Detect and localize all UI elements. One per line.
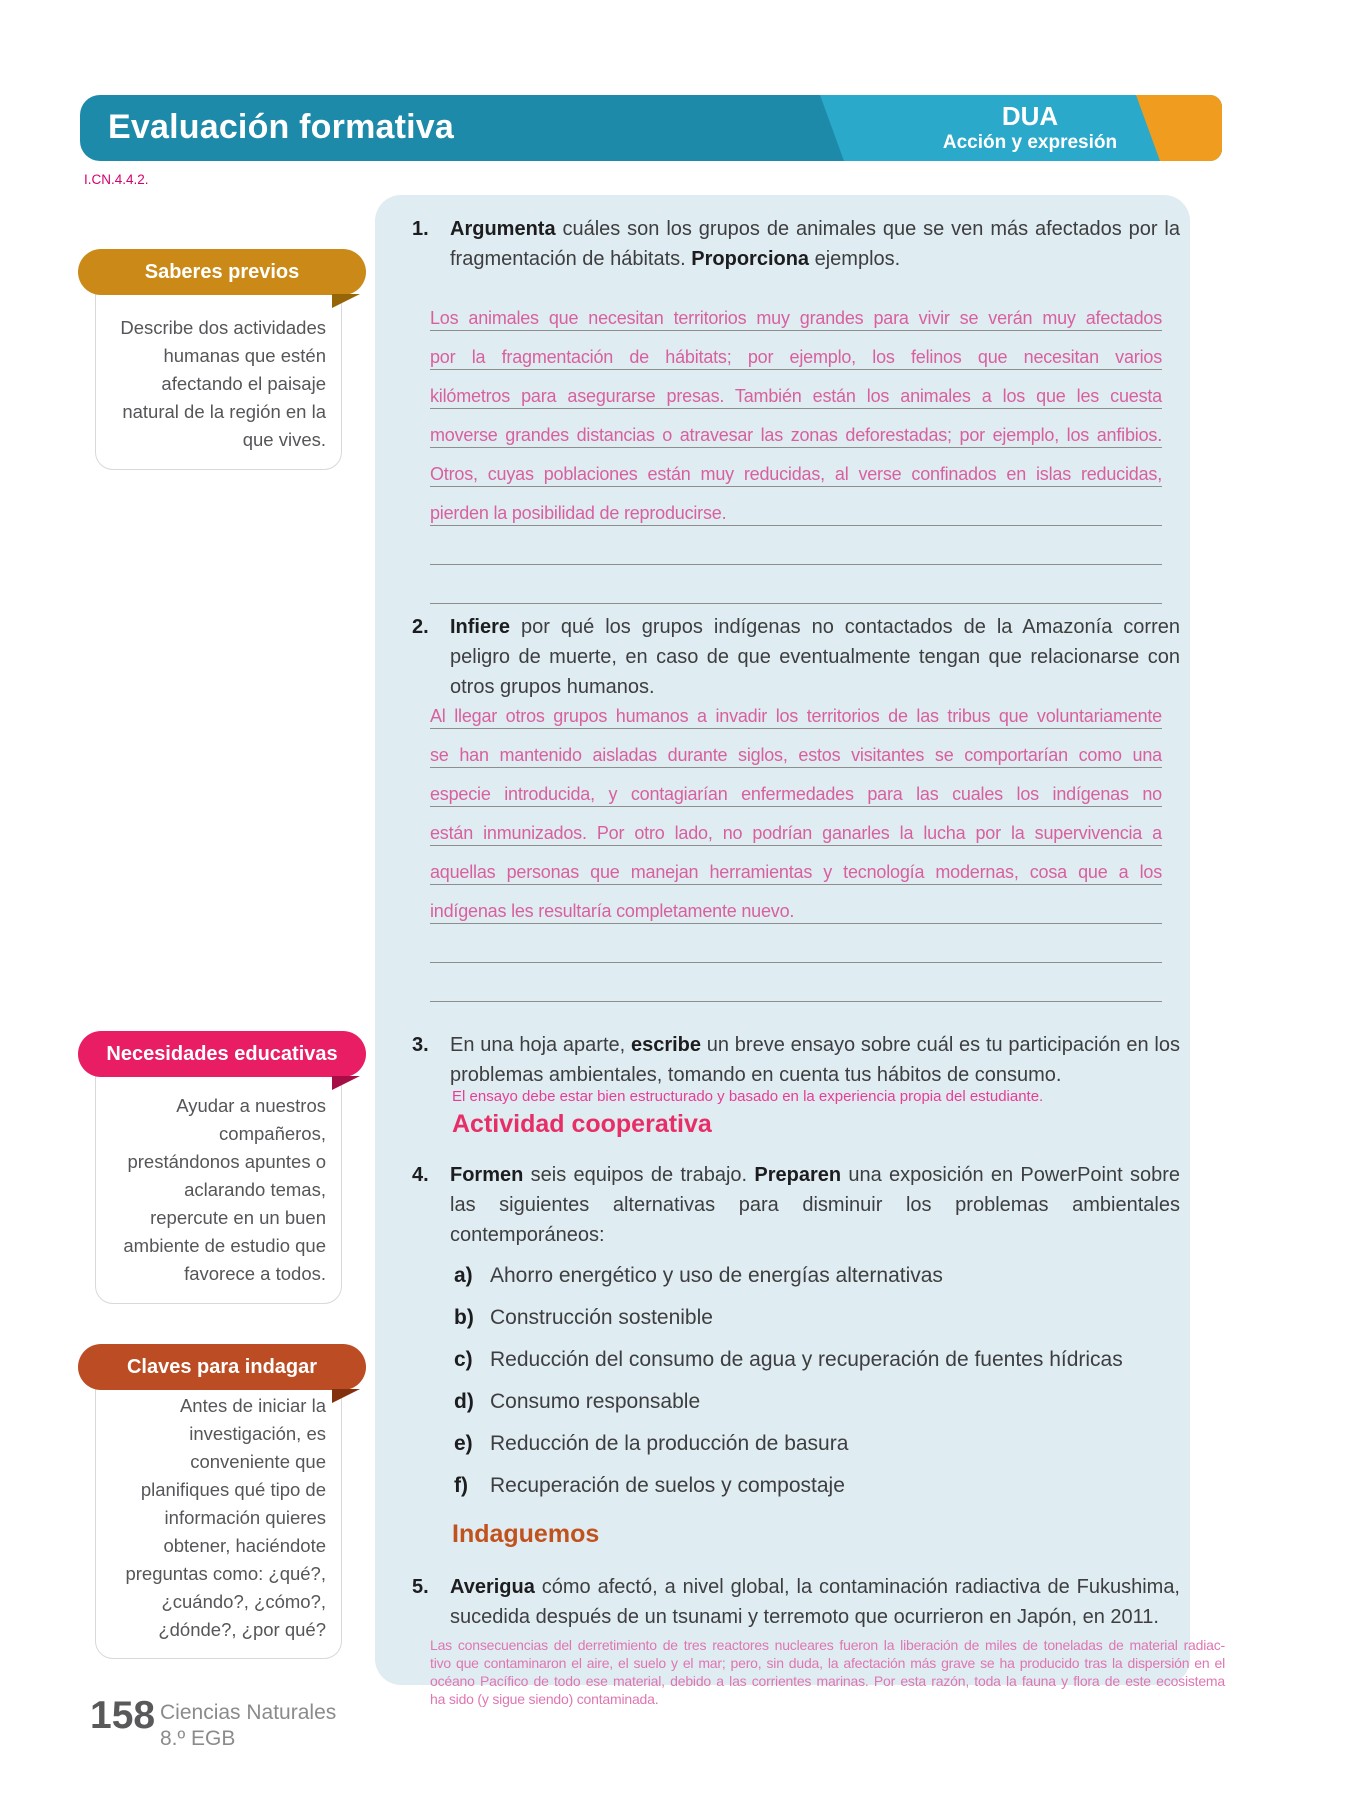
page-number: 158 <box>90 1694 156 1737</box>
question-5-text: Averigua cómo afectó, a nivel global, la contaminación radiactiva de Fukushima, sucedida después de un tsunami y terremoto que ocurrieron en Japón, en 2011. <box>450 1576 1180 1628</box>
alternatives-list: a) Ahorro energético y uso de energías alternativas b) Construcción sostenible c) Reducción del consumo de agua y recuperación de fuentes hídricas d) Consumo responsable e) Reducción de la producción de basura f) Recuperación de suelos y compostaje <box>454 1264 1123 1497</box>
dua-label: DUA <box>1001 101 1059 131</box>
answer-lines-q2: Al llegar otros grupos humanos a invadir los territorios de las tribus que voluntariamente se han mantenido aisladas durante siglos, estos visitantes se comportarían como una especie introducida, y contagiarían enfermedades para las cuales los indígenas no están inmunizados. Por otro lado, no podrían ganarles la lucha por la supervivencia a aquellas personas que manejan herramientas y tecnología modernas, cosa que a los indígenas les resultaría completamente nuevo. <box>430 690 1162 1002</box>
sidebar-text-claves: Antes de iniciar la investigación, es conveniente que planifiques qué tipo de información quieres obtener, haciéndote preguntas como: ¿qué?, ¿cuándo?, ¿cómo?, ¿dónde?, ¿por qué? <box>125 1395 326 1640</box>
section-heading-indaguemos: Indaguemos <box>452 1520 600 1548</box>
question-1-number: 1. <box>412 218 429 240</box>
question-5 <box>412 1572 1180 1632</box>
dua-badge <box>880 101 1180 155</box>
curriculum-code: I.CN.4.4.2. <box>84 172 149 187</box>
question-4-text: Formen seis equipos de trabajo. Preparen una exposición en PowerPoint sobre las siguientes alternativas para disminuir los problemas ambientales contemporáneos: <box>450 1164 1180 1246</box>
question-1 <box>412 214 1180 274</box>
question-4-number: 4. <box>412 1164 429 1186</box>
ribbon-saberes-previos: Saberes previos <box>78 249 366 295</box>
teacher-note-q5: Las consecuencias del derretimiento de tres reactores nucleares fueron la liberación de miles de toneladas de material radiac- tivo que contaminaron el aire, el suelo y el mar; pero, sin duda, la afectación más grave se ha producido tras la dispersión en el océano Pacífico de todo ese material, debido a las corrientes marinas. Por esta razón, toda la fauna y flora de este ecosistema ha sido (y sigue siendo) contaminada. <box>430 1637 1225 1707</box>
teacher-note-q3: El ensayo debe estar bien estructurado y basado en la experiencia propia del estudiante. <box>452 1088 1044 1105</box>
sidebar-text-necesidades: Ayudar a nuestros compañeros, prestándonos apuntes o aclarando temas, repercute en un buen ambiente de estudio que favorece a todos. <box>123 1095 326 1284</box>
footer-subject-name: Ciencias Naturales <box>160 1701 337 1724</box>
footer-subject <box>160 1700 336 1752</box>
ribbon-claves-para-indagar: Claves para indagar <box>78 1344 366 1390</box>
question-3-number: 3. <box>412 1034 429 1056</box>
question-1-text: Argumenta cuáles son los grupos de animales que se ven más afectados por la fragmentación de hábitats. Proporciona ejemplos. <box>450 218 1180 270</box>
question-5-number: 5. <box>412 1576 429 1598</box>
question-2-text: Infiere por qué los grupos indígenas no contactados de la Amazonía corren peligro de muerte, en caso de que eventualmente tengan que relacionarse con otros grupos humanos. <box>450 616 1180 698</box>
question-2-number: 2. <box>412 616 429 638</box>
answer-lines-q1: Los animales que necesitan territorios muy grandes para vivir se verán muy afectados por la fragmentación de hábitats; por ejemplo, los felinos que necesitan varios kilómetros para asegurarse presas. También están los animales a los que les cuesta moverse grandes distancias o atravesar las zonas deforestadas; por ejemplo, los anfibios. Otros, cuyas poblaciones están muy reducidas, al verse confinados en islas reducidas, pierden la posibilidad de reproducirse. <box>430 292 1162 604</box>
question-4 <box>412 1160 1180 1250</box>
question-3 <box>412 1030 1180 1090</box>
dua-sublabel: Acción y expresión <box>942 132 1118 153</box>
question-2 <box>412 612 1180 702</box>
ribbon-necesidades-educativas: Necesidades educativas <box>78 1031 366 1077</box>
page-title: Evaluación formativa <box>108 108 455 146</box>
question-3-text: En una hoja aparte, escribe un breve ensayo sobre cuál es tu participación en los problemas ambientales, tomando en cuenta tus hábitos de consumo. <box>450 1034 1180 1086</box>
section-heading-actividad-cooperativa: Actividad cooperativa <box>452 1110 712 1138</box>
header-bar <box>80 95 1222 161</box>
sidebar-text-saberes: Describe dos actividades humanas que estén afectando el paisaje natural de la región en la que vives. <box>120 317 326 450</box>
footer-grade: 8.º EGB <box>160 1727 236 1750</box>
